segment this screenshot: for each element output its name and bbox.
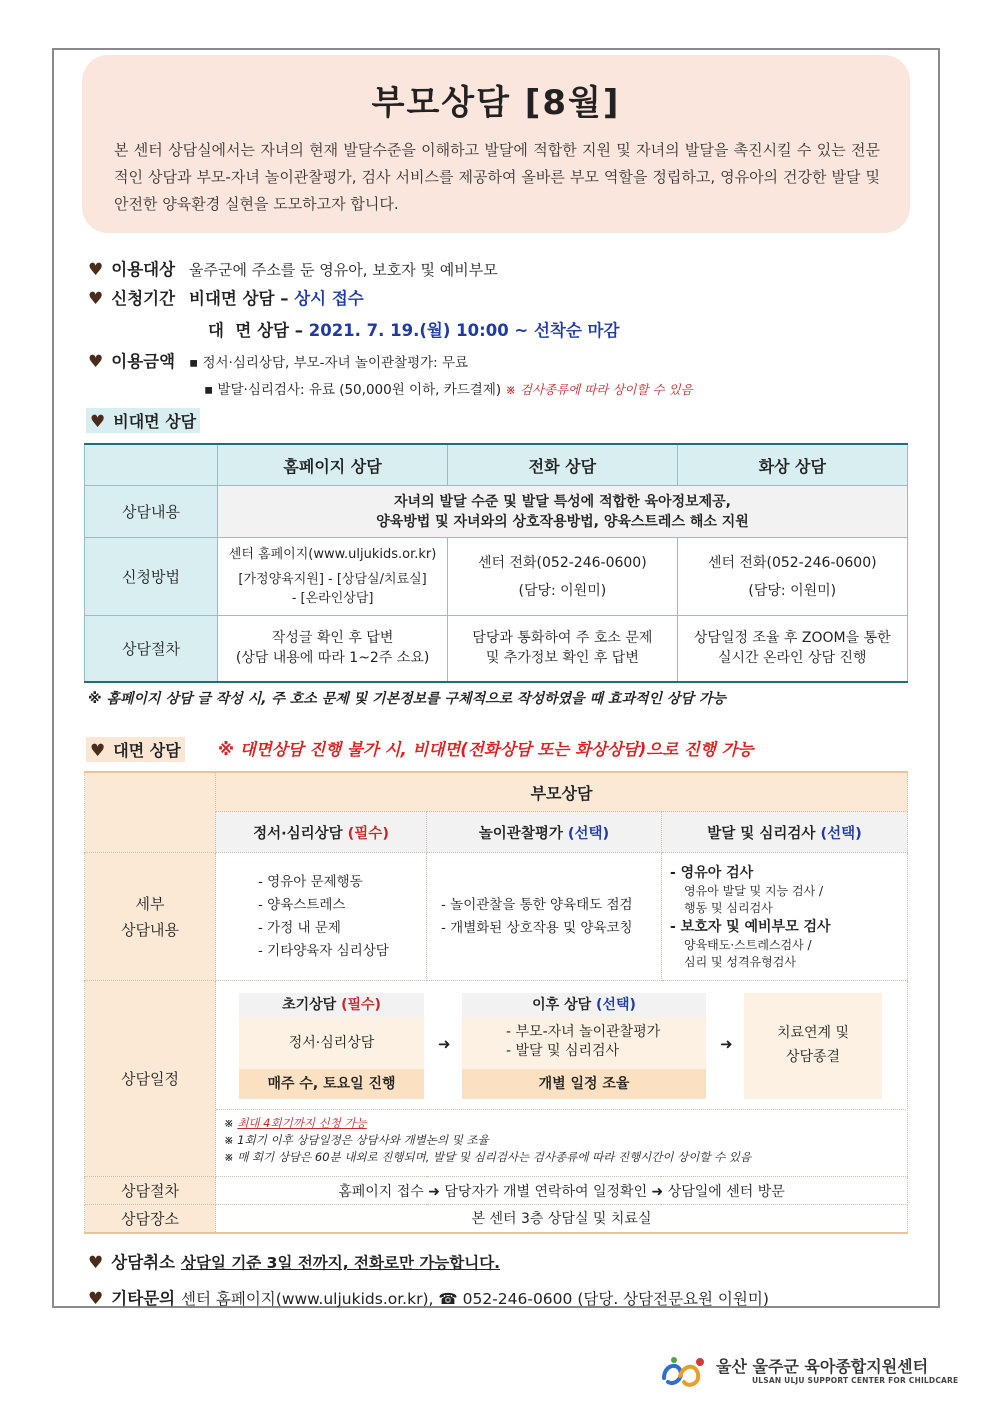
remote-col-video: 화상 상담 [677,444,907,486]
arrow-right-icon: ➜ [720,1035,733,1053]
method-phone-cell: 센터 전화(052-246-0600) (담당: 이원미) [448,538,677,616]
center-logo [660,1352,959,1392]
remote-content-cell: 자녀의 발달 수준 및 발달 특성에 적합한 육아정보제공, 양육방법 및 자녀와의 상호작용방법, 양육스트레스 해소 지원 [218,486,908,538]
schedule-followup: 이후 상담 (선택) - 부모-자녀 놀이관찰평가 - 발달 및 심리검사 개별 일정 조율 [462,993,706,1099]
proc-phone-cell: 담당과 통화하여 주 호소 문제 및 추가정보 확인 후 답변 [448,616,677,682]
intro-panel [82,55,910,233]
period-row [88,285,364,309]
row-label-proc: 상담절차 [85,616,218,682]
face-col-play: 놀이관찰평가 (선택) [427,812,662,853]
cancel-label: 상담취소 [111,1253,176,1272]
method-video-cell: 센터 전화(052-246-0600) (담당: 이원미) [677,538,907,616]
center-logo-icon [660,1352,708,1392]
row-label-method: 신청방법 [85,538,218,616]
face-detail-label: 세부 상담내용 [85,853,216,981]
heart-icon: ♥ [88,289,104,309]
heart-icon: ♥ [88,1253,104,1273]
face-section-title: ♥ 대면 상담 [86,737,185,762]
proc-video-cell: 상담일정 조율 후 ZOOM을 통한 실시간 온라인 상담 진행 [677,616,907,682]
fee-item-1: 정서·심리상담, 부모-자녀 놀이관찰평가: 무료 [202,355,469,371]
page-title: 부모상담 [8월] [371,83,621,123]
schedule-initial: 초기상담 (필수) 정서·심리상담 매주 수, 토요일 진행 [239,993,424,1099]
etc-row [88,1285,769,1309]
heart-icon: ♥ [88,352,104,372]
square-bullet-icon: ▪ [189,355,203,371]
etc-value: 센터 홈페이지(www.uljukids.or.kr), ☎ 052-246-0600 (담당. 상담전문요원 이원미) [181,1290,769,1308]
face-col-emotion: 정서·심리상담 (필수) [216,812,427,853]
heart-icon: ♥ [90,412,106,432]
remote-col-home: 홈페이지 상담 [218,444,448,486]
period-label: 신청기간 [111,289,176,308]
fee-item-2: 발달·심리검사: 유료 (50,000원 이하, 카드결제) [217,382,502,398]
list-item: - 양육스트레스 [258,896,346,913]
fee-note: ※ 검사종류에 따라 상이할 수 있음 [505,382,693,397]
target-value: 울주군에 주소를 둔 영유아, 보호자 및 예비부모 [189,261,498,279]
cancel-row [88,1249,500,1273]
square-bullet-icon: ▪ [204,382,218,398]
heart-icon: ♥ [90,741,106,761]
schedule-end: 치료연계 및 상담종결 [744,993,882,1099]
list-item: - 가정 내 문제 [258,919,341,936]
face-place-label: 상담장소 [85,1205,216,1233]
heart-icon: ♥ [88,260,104,280]
list-item: - 개별화된 상호작용 및 양육코칭 [441,919,633,936]
heart-icon: ♥ [88,1289,104,1309]
remote-section-title: ♥ 비대면 상담 [86,408,200,433]
face-table [84,771,908,1234]
fee-label: 이용금액 [111,352,176,371]
schedule-notes: ※ 최대 4회기까지 신청 가능 ※ 1회기 이후 상담일정은 상담사와 개별논의 및 조율 ※ 매 회기 상담은 60분 내외로 진행되며, 발달 및 심리검사는 검사종류에 따라 진행시간이 상이할 수 있음 [224,1116,752,1164]
list-item: - 영유아 문제행동 [258,873,363,890]
etc-label: 기타문의 [111,1289,176,1308]
face-corner [85,772,216,853]
logo-name-en: ULSAN ULJU SUPPORT CENTER FOR CHILDCARE [752,1376,959,1385]
face-proc-label: 상담절차 [85,1177,216,1205]
period-remote: 비대면 상담 – [189,289,295,308]
fee-row [88,348,468,372]
face-header: 부모상담 [216,772,908,812]
face-col-test: 발달 및 심리검사 (선택) [661,812,907,853]
period-remote-value: 상시 접수 [294,289,364,308]
intro-text: 본 센터 상담실에서는 자녀의 현재 발달수준을 이해하고 발달에 적합한 지원 및 자녀의 발달을 촉진시킬 수 있는 전문적인 상담과 부모-자녀 놀이관찰평가, 검사 서비스를 제공하여 올바른 부모 역할을 정립하고, 영유아의 건강한 발달 및 안전한 양육환경 실현을 도모하고자 합니다. [114,141,880,213]
arrow-right-icon: ➜ [438,1035,451,1053]
remote-table [84,443,908,683]
face-proc-value: 홈페이지 접수 ➜ 담당자가 개별 연락하여 일정확인 ➜ 상담일에 센터 방문 [216,1177,908,1205]
remote-corner [85,444,218,486]
list-item: - 기타양육자 심리상담 [258,942,389,959]
proc-home-cell: 작성글 확인 후 답변 (상담 내용에 따라 1~2주 소요) [218,616,448,682]
period-row-2 [208,317,619,341]
face-schedule-cell [216,981,908,1177]
target-row [88,256,498,280]
target-label: 이용대상 [111,260,176,279]
remote-note: ※ 홈페이지 상담 글 작성 시, 주 호소 문제 및 기본정보를 구체적으로 작성하였을 때 효과적인 상담 가능 [88,691,726,707]
remote-col-phone: 전화 상담 [448,444,677,486]
list-item: - 놀이관찰을 통한 양육태도 점검 [441,896,633,913]
face-place-value: 본 센터 3층 상담실 및 치료실 [216,1205,908,1233]
face-test-list: - 영유아 검사 영유아 발달 및 지능 검사 / 행동 및 심리검사 - 보호자 및 예비부모 검사 양육태도·스트레스검사 / 심리 및 성격유형검사 [661,853,907,981]
face-section-note: ※ 대면상담 진행 불가 시, 비대면(전화상담 또는 화상상담)으로 진행 가능 [218,740,754,759]
cancel-value: 상담일 기준 3일 전까지, 전화로만 가능합니다. [181,1254,501,1272]
logo-name-ko: 울산 울주군 육아종합지원센터 [716,1357,929,1376]
face-play-list [427,853,662,981]
period-face-value: 2021. 7. 19.(월) 10:00 ~ 선착순 마감 [308,321,620,340]
row-label-content: 상담내용 [85,486,218,538]
face-emotion-list [216,853,427,981]
face-schedule-label: 상담일정 [85,981,216,1177]
period-face: 대 면 상담 – [208,321,309,340]
method-home-cell: 센터 홈페이지(www.uljukids.or.kr) [가정양육지원] - [상담실/치료실] - [온라인상담] [218,538,448,616]
fee-row-2 [204,378,693,398]
